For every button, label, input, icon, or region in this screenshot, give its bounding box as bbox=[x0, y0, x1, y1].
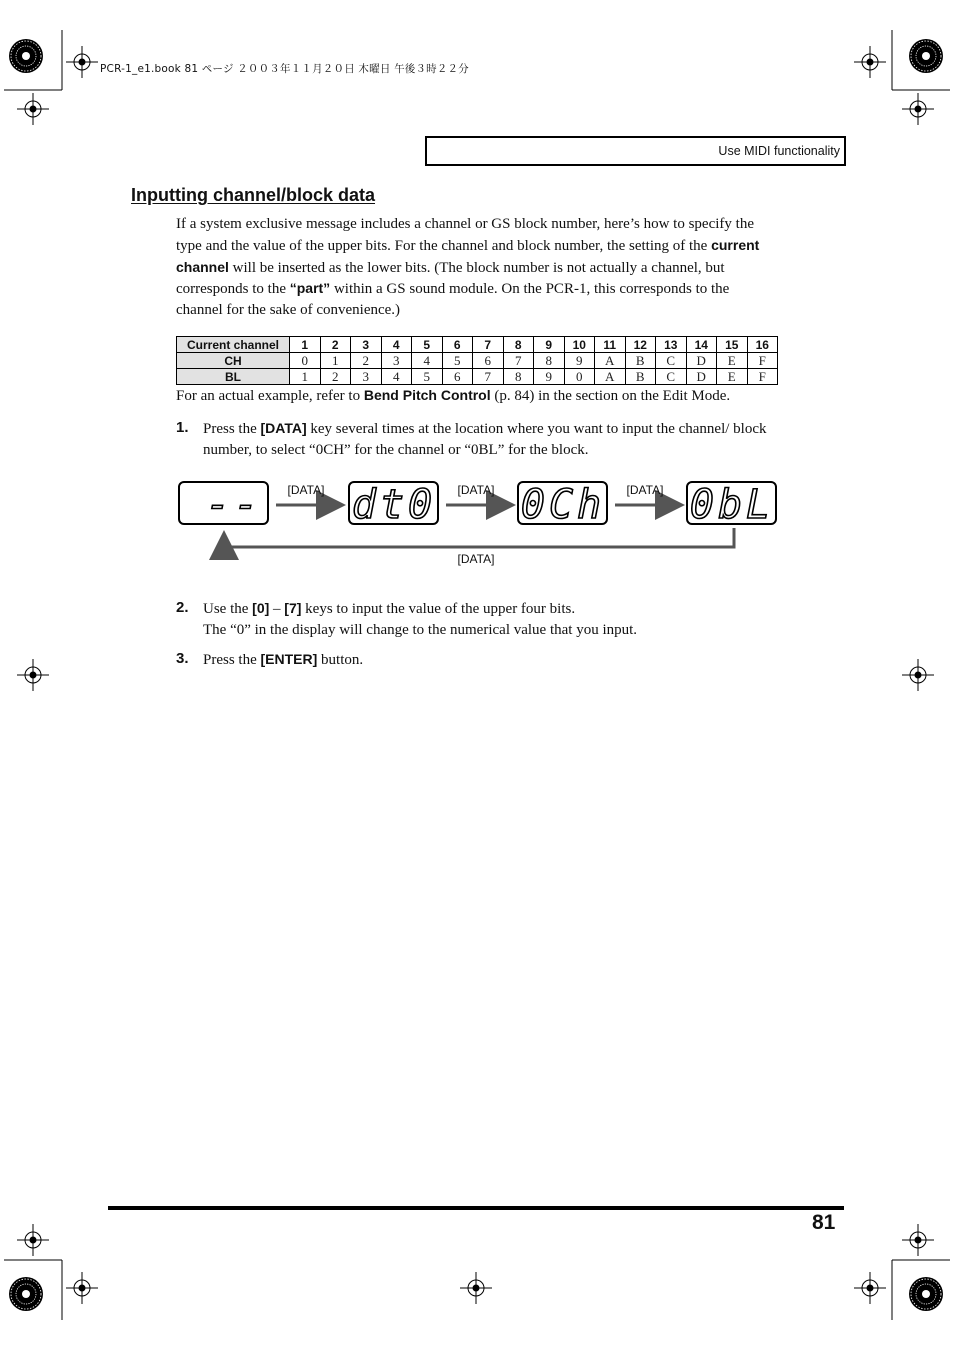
section-title-box bbox=[425, 136, 846, 166]
table-cell: 0 bbox=[564, 369, 595, 385]
intro-bold-current-channel: current channel bbox=[176, 236, 760, 275]
table-row-bl bbox=[177, 369, 778, 385]
table-cell: B bbox=[625, 369, 656, 385]
table-col-header: 11 bbox=[595, 337, 626, 353]
table-row-ch bbox=[177, 353, 778, 369]
table-cell: 6 bbox=[473, 353, 504, 369]
section-title: Use MIDI functionality bbox=[718, 144, 840, 158]
step-key-0: [0] bbox=[252, 600, 270, 616]
arrow-label-return: [DATA] bbox=[457, 552, 495, 566]
step-key-7: [7] bbox=[284, 600, 302, 616]
table-cell: 7 bbox=[503, 353, 534, 369]
table-cell: F bbox=[747, 369, 778, 385]
arrow-label-3: [DATA] bbox=[626, 483, 664, 497]
example-bold-link: Bend Pitch Control bbox=[363, 387, 491, 403]
table-cell: 3 bbox=[381, 353, 412, 369]
step-number: 3. bbox=[176, 650, 189, 667]
table-cell: 5 bbox=[442, 353, 473, 369]
table-cell: A bbox=[595, 369, 626, 385]
table-cell: E bbox=[717, 369, 748, 385]
step-number: 2. bbox=[176, 599, 189, 616]
table-col-header: 3 bbox=[351, 337, 382, 353]
table-cell: D bbox=[686, 369, 717, 385]
print-header: PCR-1_e1.book 81 ページ ２００３年１１月２０日 木曜日 午後３時２２分 bbox=[100, 63, 469, 75]
page-number: 81 bbox=[812, 1211, 836, 1234]
table-col-header: 15 bbox=[717, 337, 748, 353]
table-cell: 4 bbox=[381, 369, 412, 385]
step-text-pre: Use the bbox=[203, 601, 253, 617]
display-sequence-diagram bbox=[176, 478, 780, 574]
return-arrow bbox=[224, 528, 734, 547]
table-header-row bbox=[177, 337, 778, 353]
step-text bbox=[203, 649, 776, 671]
intro-bold-part: “part” bbox=[289, 280, 331, 297]
step-key-enter: [ENTER] bbox=[260, 651, 318, 667]
example-text-pre: For an actual example, refer to bbox=[176, 388, 364, 404]
table-cell: 1 bbox=[290, 369, 321, 385]
table-col-header: 6 bbox=[442, 337, 473, 353]
table-cell: 2 bbox=[320, 369, 351, 385]
step-text bbox=[203, 598, 776, 641]
table-cell: C bbox=[656, 353, 687, 369]
lcd-text-4: 0bL bbox=[689, 482, 775, 528]
intro-paragraph bbox=[176, 214, 776, 321]
step-key-data: [DATA] bbox=[260, 420, 307, 436]
step-text-post: button. bbox=[317, 652, 364, 668]
step-text bbox=[203, 418, 776, 461]
step-text-post: keys to input the value of the upper four bits. bbox=[301, 601, 576, 617]
section-heading: Inputting channel/block data bbox=[131, 185, 376, 205]
example-reference bbox=[176, 387, 730, 405]
table-cell: A bbox=[595, 353, 626, 369]
table-cell: 8 bbox=[503, 369, 534, 385]
table-cell: F bbox=[747, 353, 778, 369]
step-text-pre: Press the bbox=[203, 652, 261, 668]
table-cell: 3 bbox=[351, 369, 382, 385]
table-col-header: 8 bbox=[503, 337, 534, 353]
channel-block-table bbox=[176, 336, 778, 385]
intro-text-2: will be inserted as the lower bits. (The block number is not actually a channel, but corresponds to the bbox=[176, 259, 725, 298]
lcd-text-2: dt0 bbox=[351, 482, 437, 528]
table-col-header: 9 bbox=[534, 337, 565, 353]
step-text-pre: Press the bbox=[203, 421, 261, 437]
table-cell: C bbox=[656, 369, 687, 385]
table-cell: 6 bbox=[442, 369, 473, 385]
table-col-header: 1 bbox=[290, 337, 321, 353]
table-cell: 7 bbox=[473, 369, 504, 385]
table-cell: 1 bbox=[320, 353, 351, 369]
table-col-header: 13 bbox=[656, 337, 687, 353]
table-col-header: 4 bbox=[381, 337, 412, 353]
step-text-line2: The “0” in the display will change to the numerical value that you input. bbox=[203, 621, 638, 638]
arrow-label-1: [DATA] bbox=[287, 483, 325, 497]
table-cell: 0 bbox=[290, 353, 321, 369]
step-text-post: key several times at the location where you want to input the channel/ block number, to select “0CH” for the channel or “0BL” for the block. bbox=[203, 421, 767, 458]
table-cell: 2 bbox=[351, 353, 382, 369]
step-number: 1. bbox=[176, 419, 189, 436]
intro-text-3: within a GS sound module. On the PCR-1, this corresponds to the channel for the sake of convenience.) bbox=[176, 281, 730, 319]
table-col-header: 7 bbox=[473, 337, 504, 353]
example-text-post: (p. 84) in the section on the Edit Mode. bbox=[490, 388, 731, 404]
step-3 bbox=[176, 649, 776, 671]
table-cell: E bbox=[717, 353, 748, 369]
table-cell: 9 bbox=[564, 353, 595, 369]
table-col-header: 10 bbox=[564, 337, 595, 353]
arrow-label-2: [DATA] bbox=[457, 483, 495, 497]
table-header-label: Current channel bbox=[177, 337, 290, 353]
table-cell: B bbox=[625, 353, 656, 369]
lcd-text-3: 0Ch bbox=[520, 482, 606, 528]
table-col-header: 5 bbox=[412, 337, 443, 353]
table-cell: 5 bbox=[412, 369, 443, 385]
table-cell: 8 bbox=[534, 353, 565, 369]
table-col-header: 14 bbox=[686, 337, 717, 353]
footer-rule bbox=[108, 1206, 844, 1210]
step-text-mid: – bbox=[269, 601, 285, 617]
step-1 bbox=[176, 418, 776, 461]
table-row-label: CH bbox=[177, 353, 290, 369]
table-cell: 9 bbox=[534, 369, 565, 385]
table-col-header: 12 bbox=[625, 337, 656, 353]
table-cell: 4 bbox=[412, 353, 443, 369]
step-2 bbox=[176, 598, 776, 641]
lcd-text-1: -- bbox=[205, 482, 263, 528]
table-col-header: 2 bbox=[320, 337, 351, 353]
table-col-header: 16 bbox=[747, 337, 778, 353]
table-cell: D bbox=[686, 353, 717, 369]
intro-text-1: If a system exclusive message includes a channel or GS block number, here’s how to specify the type and the value of the upper bits. For the channel and block number, the setting of the bbox=[176, 216, 754, 254]
table-row-label: BL bbox=[177, 369, 290, 385]
